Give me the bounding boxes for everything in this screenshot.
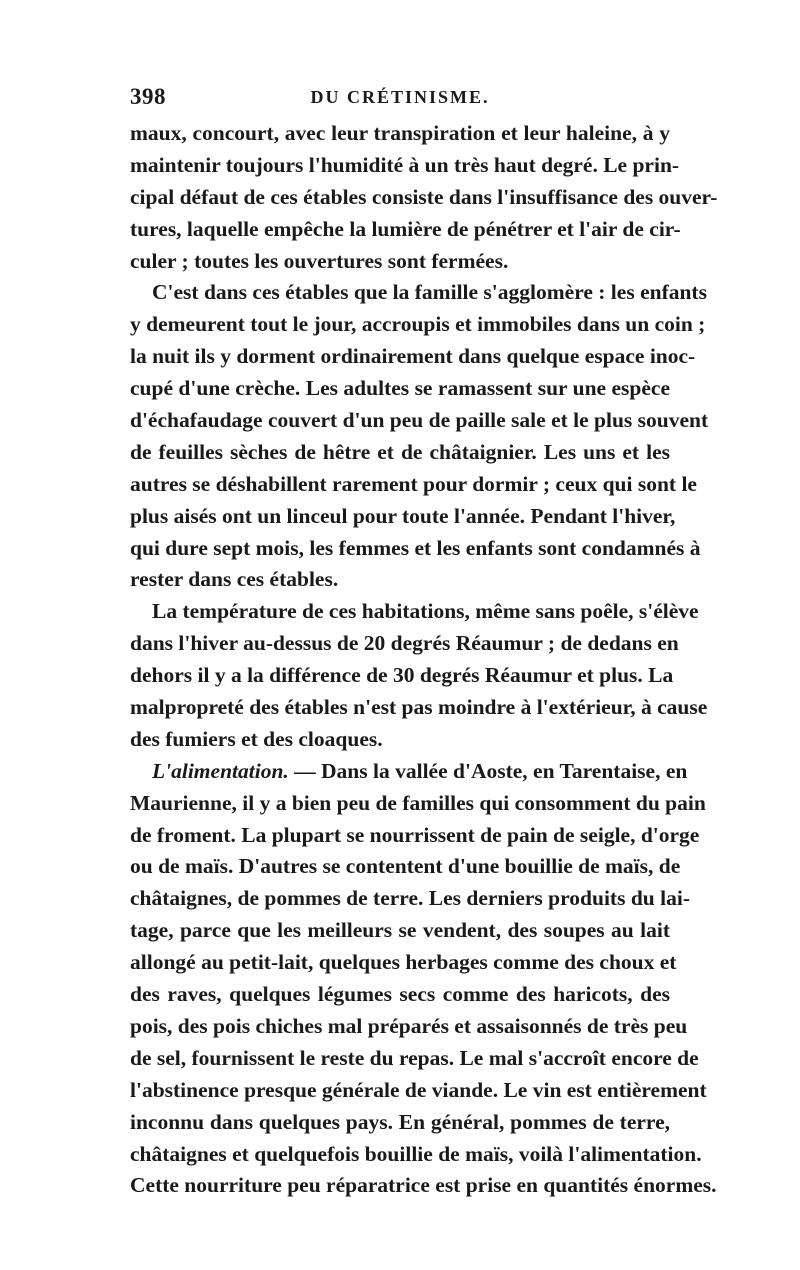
text-line bbox=[130, 756, 688, 788]
text-line: maux, concourt, avec leur transpiration et leur haleine, à y bbox=[130, 121, 670, 145]
text-line: rester dans ces étables. bbox=[130, 567, 339, 592]
text-line: cupé d'une crèche. Les adultes se ramassent sur une espèce bbox=[130, 376, 670, 401]
text-line: tures, laquelle empêche la lumière de pénétrer et l'air de cir- bbox=[130, 216, 681, 241]
text-line: de sel, fournissent le reste du repas. Le mal s'accroît encore de bbox=[130, 1045, 699, 1070]
body-text bbox=[130, 118, 718, 1202]
text-line: C'est dans ces étables que la famille s'agglomère : les enfants bbox=[152, 280, 707, 305]
text-line: dehors il y a la différence de 30 degrés Réaumur et plus. La bbox=[130, 663, 674, 688]
page-number: 398 bbox=[130, 84, 166, 109]
section-heading: L'alimentation. bbox=[152, 758, 289, 783]
paragraph-2 bbox=[130, 277, 709, 596]
text-line: des raves, quelques légumes secs comme des haricots, des bbox=[130, 982, 670, 1007]
text-line: inconnu dans quelques pays. En général, pommes de terre, bbox=[130, 1109, 670, 1134]
text-line: Cette nourriture peu réparatrice est prise en quantités énormes. bbox=[130, 1173, 717, 1198]
text-line: des fumiers et des cloaques. bbox=[130, 726, 383, 751]
text-line: châtaignes et quelquefois bouillie de maïs, voilà l'alimentation. bbox=[130, 1141, 702, 1166]
text-line: la nuit ils y dorment ordinairement dans quelque espace inoc- bbox=[130, 344, 696, 369]
text-line: autres se déshabillent rarement pour dormir ; ceux qui sont le bbox=[130, 471, 697, 496]
text-line: d'échafaudage couvert d'un peu de paille sale et le plus souvent bbox=[130, 408, 709, 433]
text-line: maintenir toujours l'humidité à un très haut degré. Le prin- bbox=[130, 152, 680, 177]
text-line: plus aisés ont un linceul pour toute l'année. Pendant l'hiver, bbox=[130, 503, 676, 528]
text-line: qui dure sept mois, les femmes et les enfants sont condamnés à bbox=[130, 535, 701, 560]
heading-line-rest: — Dans la vallée d'Aoste, en Tarentaise, en bbox=[288, 758, 688, 783]
text-line: malpropreté des étables n'est pas moindre à l'extérieur, à cause bbox=[130, 695, 708, 720]
page-header bbox=[130, 84, 670, 114]
paragraph-4 bbox=[130, 756, 717, 1202]
text-line: dans l'hiver au-dessus de 20 degrés Réaumur ; de dedans en bbox=[130, 631, 679, 656]
text-line: châtaignes, de pommes de terre. Les derniers produits du lai- bbox=[130, 886, 690, 911]
text-line: de froment. La plupart se nourrissent de pain de seigle, d'orge bbox=[130, 822, 700, 847]
text-line: culer ; toutes les ouvertures sont fermées. bbox=[130, 248, 509, 273]
text-line: y demeurent tout le jour, accroupis et immobiles dans un coin ; bbox=[130, 312, 706, 337]
text-line: La température de ces habitations, même sans poêle, s'élève bbox=[152, 599, 699, 624]
paragraph-3 bbox=[130, 596, 708, 755]
paragraph-1 bbox=[130, 118, 718, 277]
text-line: Maurienne, il y a bien peu de familles qui consomment du pain bbox=[130, 790, 706, 815]
text-line: tage, parce que les meilleurs se vendent, des soupes au lait bbox=[130, 918, 670, 943]
running-title: DU CRÉTINISME. bbox=[310, 87, 490, 107]
text-line: allongé au petit-lait, quelques herbages comme des choux et bbox=[130, 950, 677, 975]
text-line: cipal défaut de ces étables consiste dans l'insuffisance des ouver- bbox=[130, 184, 718, 209]
text-line: l'abstinence presque générale de viande. Le vin est entièrement bbox=[130, 1077, 707, 1102]
text-line: pois, des pois chiches mal préparés et assaisonnés de très peu bbox=[130, 1013, 688, 1038]
text-line: de feuilles sèches de hêtre et de châtaignier. Les uns et les bbox=[130, 439, 670, 464]
text-line: ou de maïs. D'autres se contentent d'une bouillie de maïs, de bbox=[130, 854, 681, 879]
